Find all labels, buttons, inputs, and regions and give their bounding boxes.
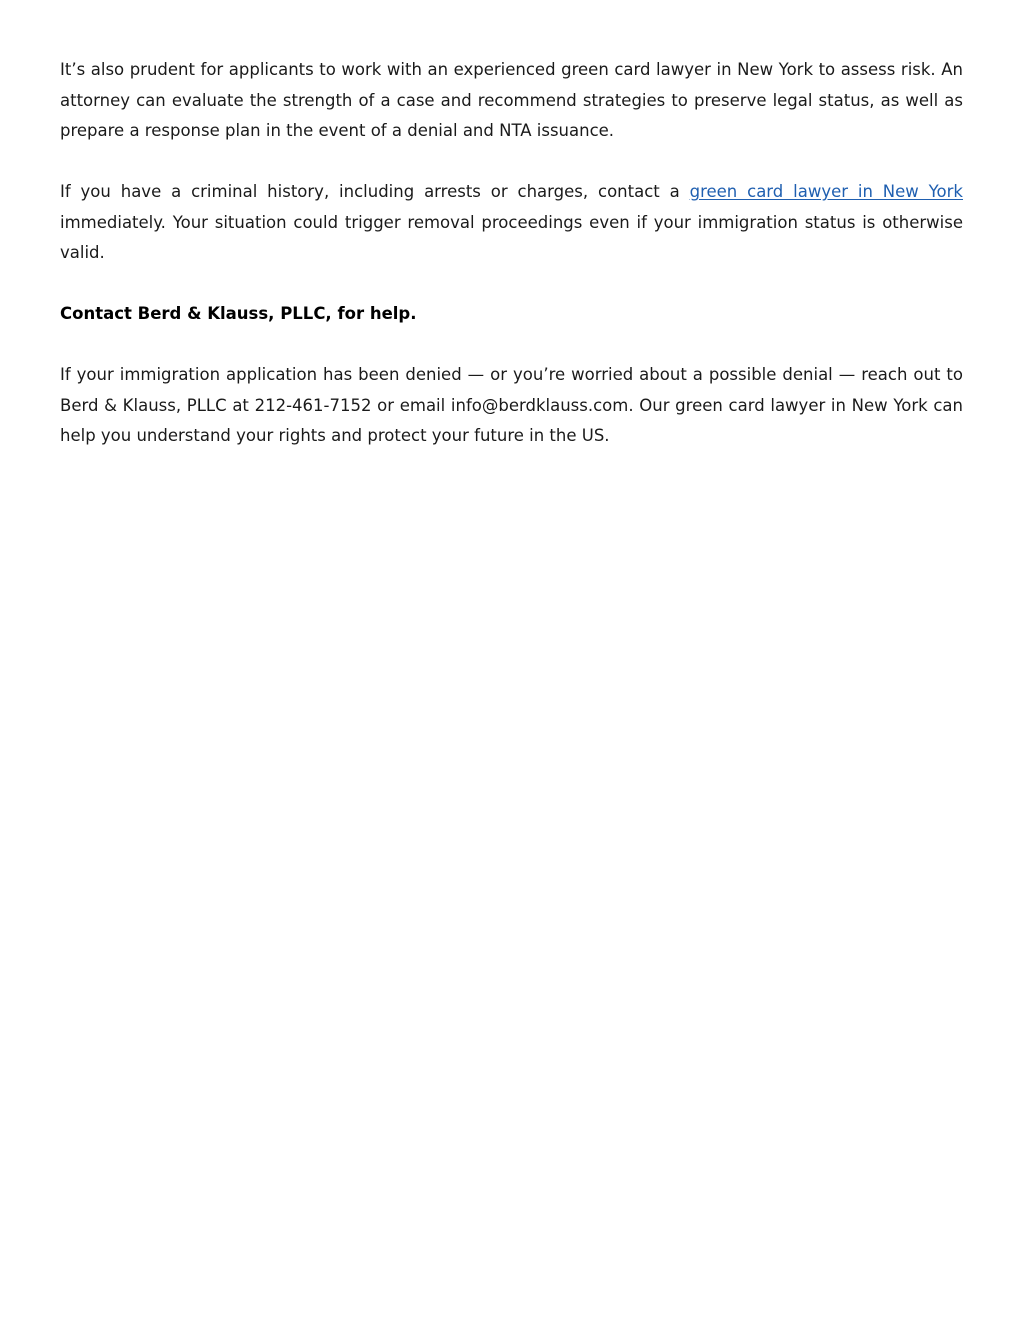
paragraph-text-before-link: If you have a criminal history, including arrests or charges, contact a: [60, 182, 690, 201]
green-card-lawyer-link[interactable]: green card lawyer in New York: [689, 182, 963, 201]
contact-heading: Contact Berd & Klauss, PLLC, for help.: [60, 304, 417, 323]
paragraph-text-after-link: immediately. Your situation could trigger removal proceedings even if your immigration status is otherwise valid.: [60, 212, 963, 262]
paragraph-contact-info: If your immigration application has been denied — or you’re worried about a possible denial — reach out to Berd & Klauss, PLLC at 212-461-7152 or email info@berdklauss.com. Our green card lawyer in New York can help you understand your rights and protect your future in the US.: [60, 365, 963, 445]
document-body: [60, 55, 963, 482]
paragraph-criminal-history: [60, 177, 963, 269]
paragraph-risk-assessment: It’s also prudent for applicants to work with an experienced green card lawyer in New York to assess risk. An attorney can evaluate the strength of a case and recommend strategies to preserve legal status, as well as prepare a response plan in the event of a denial and NTA issuance.: [60, 60, 963, 140]
